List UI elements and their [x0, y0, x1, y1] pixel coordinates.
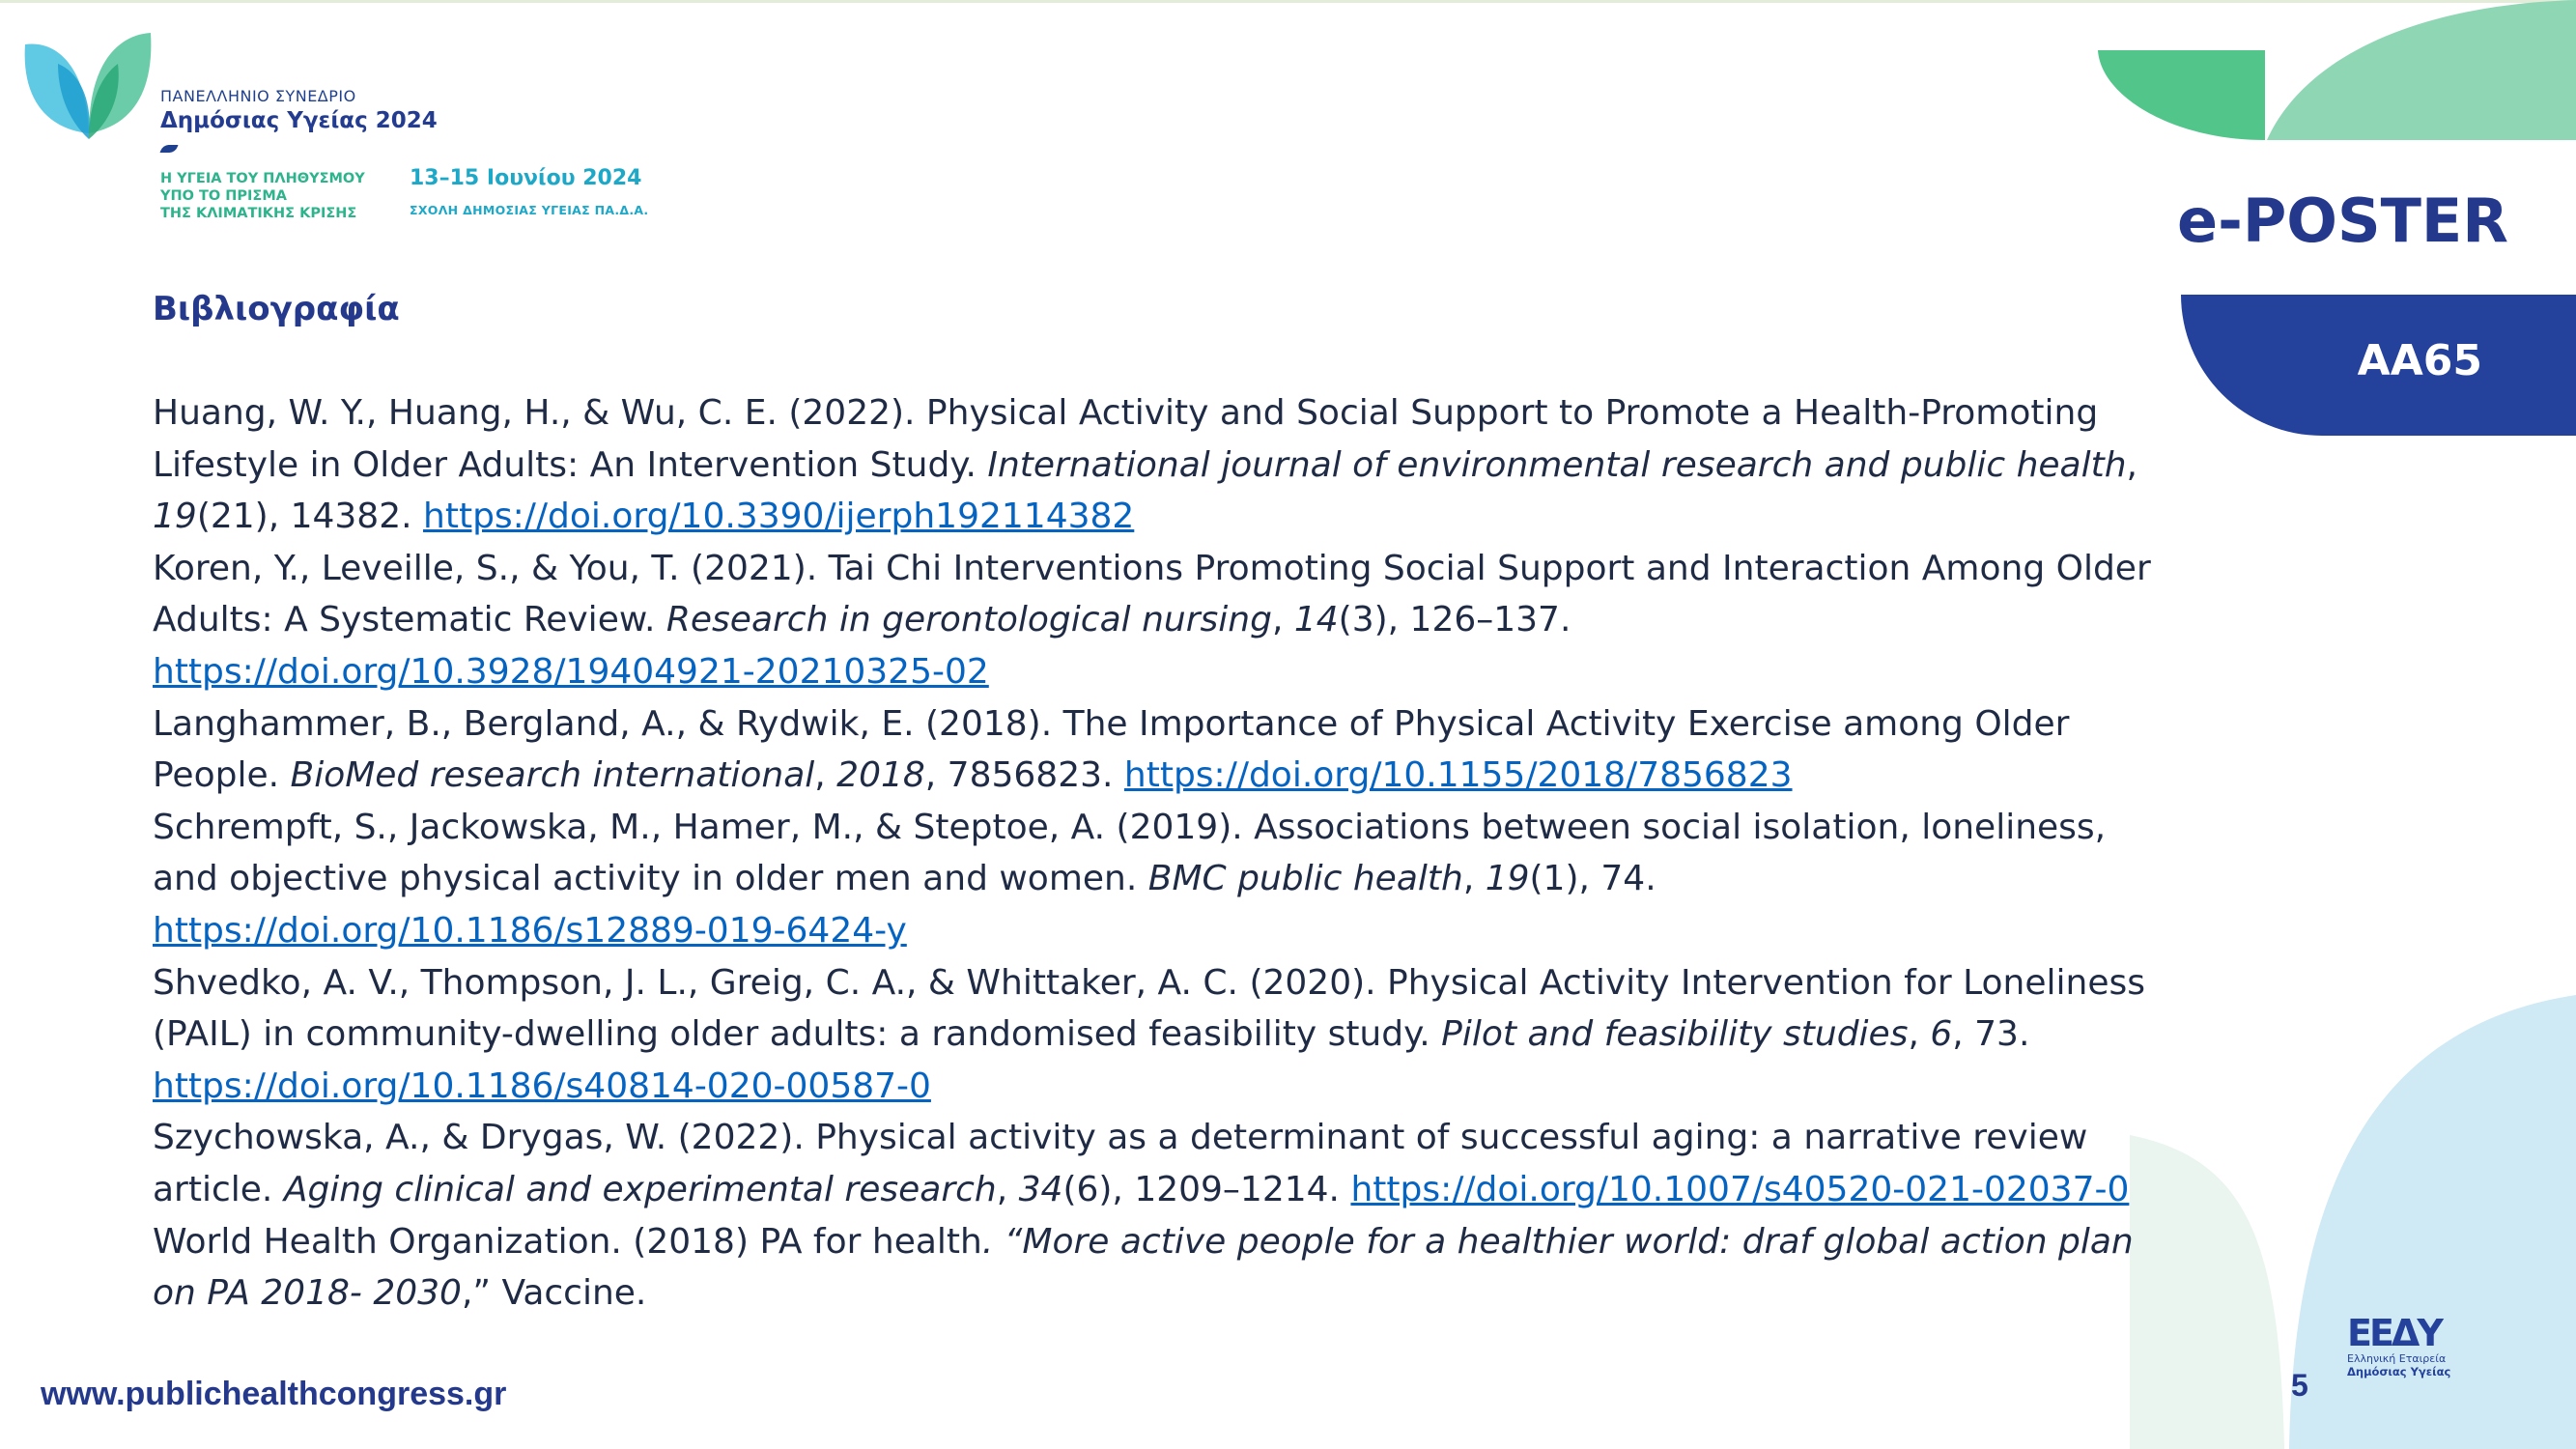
- website-url[interactable]: www.publichealthcongress.gr: [41, 1376, 507, 1412]
- reference-title: . “More active people for a healthier world: draf global action plan on PA 2018- 2030: [153, 1221, 2134, 1314]
- congress-title-line2: Δημόσιας Υγείας 2024: [160, 108, 438, 133]
- reference-item: [153, 1112, 2162, 1215]
- reference-authors: Langhammer, B., Bergland, A., & Rydwik, E. (2018). The Importance of Physical Activity Exercise among Older People.: [153, 703, 2070, 796]
- congress-dates: 13–15 Ιουνίου 2024: [410, 166, 642, 190]
- doi-link[interactable]: https://doi.org/10.3390/ijerph192114382: [423, 497, 1135, 537]
- reference-volume: 2018: [836, 755, 925, 796]
- doi-link[interactable]: https://doi.org/10.1155/2018/7856823: [1123, 755, 1793, 796]
- reference-authors: Szychowska, A., & Drygas, W. (2022). Physical activity as a determinant of successful aging: a narrative review article.: [153, 1118, 2088, 1209]
- reference-separator: ,: [814, 755, 837, 796]
- reference-volume: 6: [1930, 1014, 1953, 1055]
- reference-separator: ,: [2126, 444, 2137, 485]
- reference-journal: International journal of environmental research and public health: [987, 444, 2127, 485]
- reference-volume: 34: [1018, 1169, 1063, 1209]
- eposter-title: e-POSTER: [2177, 185, 2508, 256]
- mint-leaf-top: [2267, 0, 2576, 140]
- reference-details: , 73.: [1952, 1014, 2030, 1055]
- reference-journal: BMC public health: [1147, 859, 1463, 899]
- society-logo: [2347, 1314, 2463, 1378]
- reference-separator: ,: [996, 1169, 1019, 1209]
- reference-item: [153, 387, 2162, 543]
- reference-details: ,” Vaccine.: [461, 1273, 647, 1314]
- poster-code: AA65: [2357, 336, 2482, 385]
- society-logo-icon: ΕΕΔΥ: [2347, 1312, 2441, 1354]
- congress-school: ΣΧΟΛΗ ΔΗΜΟΣΙΑΣ ΥΓΕΙΑΣ ΠΑ.Δ.Α.: [410, 203, 649, 217]
- page-number: 5: [2291, 1368, 2308, 1403]
- doi-link[interactable]: https://doi.org/10.1186/s40814-020-00587-0: [153, 1065, 931, 1106]
- reference-authors: Shvedko, A. V., Thompson, J. L., Greig, C. A., & Whittaker, A. C. (2020). Physical Activity Intervention for Loneliness (PAIL) in community-dwelling older adults: a randomised feasibility study.: [153, 962, 2146, 1055]
- reference-item: [153, 698, 2162, 802]
- reference-journal: Pilot and feasibility studies: [1441, 1014, 1909, 1055]
- reference-separator: ,: [1271, 600, 1294, 640]
- reference-journal: Aging clinical and experimental research: [283, 1169, 997, 1209]
- reference-authors: Huang, W. Y., Huang, H., & Wu, C. E. (2022). Physical Activity and Social Support to Promote a Health-Promoting Lifestyle in Older Adults: An Intervention Study.: [153, 393, 2099, 485]
- reference-list: [153, 387, 2162, 1320]
- congress-theme: [160, 170, 365, 222]
- society-name-line2: Δημόσιας Υγείας: [2347, 1365, 2451, 1378]
- blue-leaf-bottom: [2289, 995, 2576, 1449]
- reference-details: , 7856823.: [924, 755, 1124, 796]
- reference-item: [153, 802, 2162, 957]
- reference-journal: Research in gerontological nursing: [665, 600, 1272, 640]
- congress-theme-line: ΤΗΣ ΚΛΙΜΑΤΙΚΗΣ ΚΡΙΣΗΣ: [160, 206, 357, 221]
- doi-link[interactable]: https://doi.org/10.1186/s12889-019-6424-y: [153, 910, 907, 951]
- doi-link[interactable]: https://doi.org/10.3928/19404921-20210325-02: [153, 651, 989, 692]
- reference-volume: 19: [1485, 859, 1530, 899]
- reference-authors: World Health Organization. (2018) PA for health: [153, 1221, 982, 1262]
- reference-authors: Koren, Y., Leveille, S., & You, T. (2021). Tai Chi Interventions Promoting Social Support and Interaction Among Older Adults: A Systematic Review.: [153, 548, 2151, 640]
- reference-details: (21), 14382.: [196, 497, 424, 537]
- reference-details: (1), 74.: [1529, 859, 1656, 899]
- doi-link[interactable]: https://doi.org/10.1007/s40520-021-02037-0: [1350, 1169, 2130, 1209]
- reference-volume: 14: [1293, 600, 1339, 640]
- congress-theme-line: Η ΥΓΕΙΑ ΤΟΥ ΠΛΗΘΥΣΜΟΥ: [160, 171, 365, 186]
- reference-item: [153, 1216, 2162, 1320]
- congress-title-line1: ΠΑΝΕΛΛΗΝΙΟ ΣΥΝΕΔΡΙΟ: [160, 87, 356, 105]
- reference-volume: 19: [153, 497, 197, 537]
- congress-logo-icon: [21, 25, 155, 147]
- congress-theme-line: ΥΠΟ ΤΟ ΠΡΙΣΜΑ: [160, 188, 287, 204]
- reference-journal: BioMed research international: [290, 755, 815, 796]
- reference-separator: ,: [1908, 1014, 1931, 1055]
- green-leaf-top: [2098, 50, 2265, 140]
- reference-item: [153, 957, 2162, 1113]
- reference-details: (3), 126–137.: [1338, 600, 1571, 640]
- page-heading: Βιβλιογραφία: [153, 290, 400, 328]
- reference-item: [153, 543, 2162, 698]
- society-name-line1: Ελληνική Εταιρεία: [2347, 1352, 2447, 1365]
- reference-separator: ,: [1462, 859, 1486, 899]
- reference-details: (6), 1209–1214.: [1062, 1169, 1351, 1209]
- reference-authors: Schrempft, S., Jackowska, M., Hamer, M., & Steptoe, A. (2019). Associations between social isolation, loneliness, and objective physical activity in older men and women.: [153, 807, 2107, 899]
